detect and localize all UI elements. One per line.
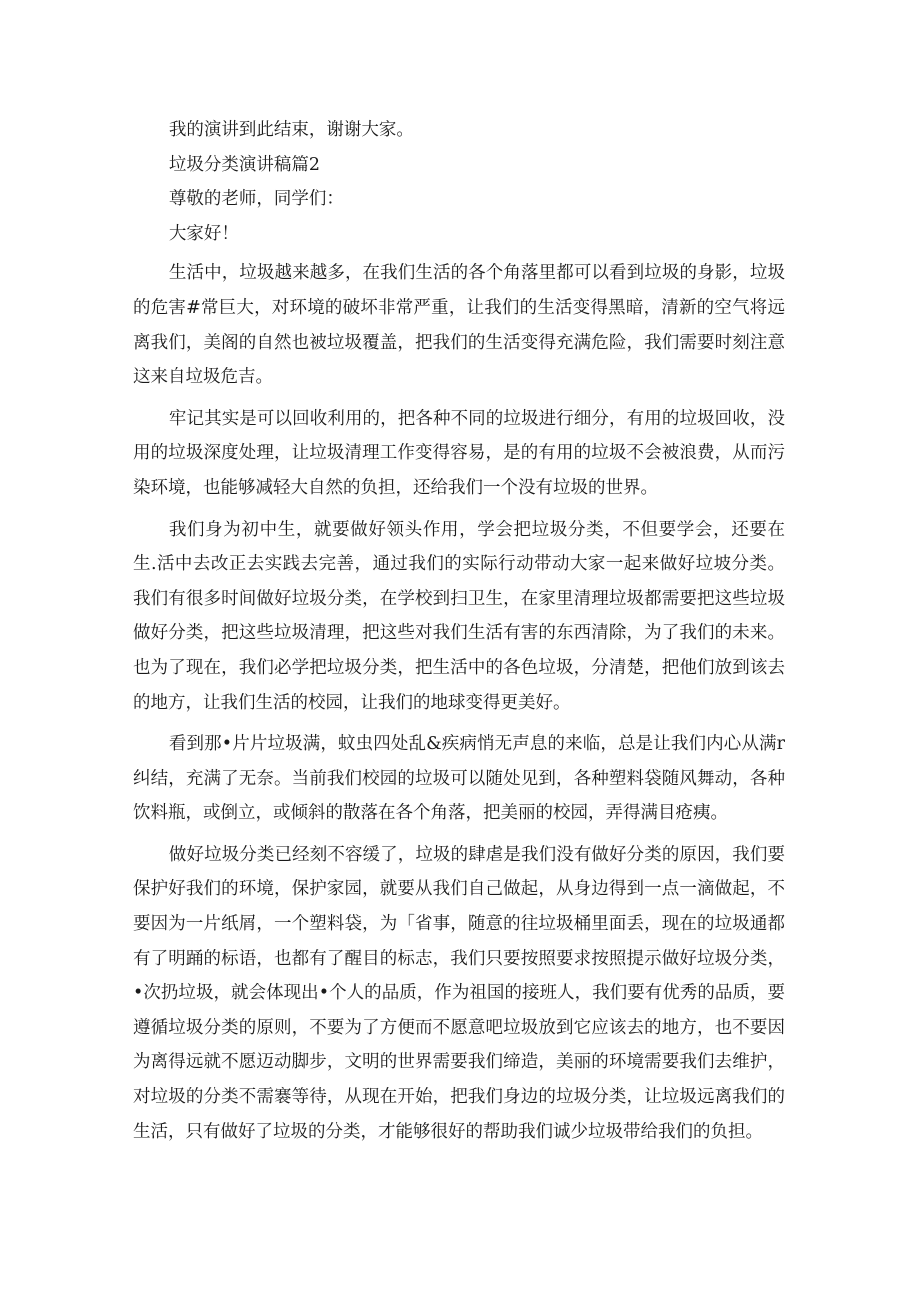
paragraph-body: 生活中，垃圾越来越多，在我们生活的各个角落里都可以看到垃圾的身影，垃圾的危害#常巨大，对环境的破坏非常严重，让我们的生活变得黑暗，清新的空气将远离我们，美阁的自然也被垃圾覆盖，把我们的生活变得充满危险，我们需要时刻注意这来自垃圾危吉。 xyxy=(133,263,785,388)
paragraph-body: 牢记其实是可以回收利用的，把各种不同的垃圾进行细分，有用的垃圾回收，没用的垃圾深度处理，让垃圾清理工作变得容易，是的有用的垃圾不会被浪费，从而污染环境，也能够减轻大自然的负担，还给我们一个没有垃圾的世界。 xyxy=(133,408,785,498)
document-body xyxy=(133,113,785,1149)
paragraph-closing: 我的演讲到此结束，谢谢大家。 xyxy=(168,120,414,140)
section-heading: 垃圾分类演讲稿篇2 xyxy=(168,154,321,175)
paragraph-body: 做好垃圾分类已经刻不容缓了，垃圾的肆虐是我们没有做好分类的原因，我们要保护好我们的环境，保护家园，就要从我们自己做起，从身边得到一点一滴做起，不要因为一片纸屑，一个塑料袋，为「省事，随意的往垃圾桶里面丢，现在的垃圾通都有了明踊的标语，也都有了醒目的标志，我们只要按照要求按照提示做好垃圾分类，•次扔垃圾，就会体现出•个人的品质，作为祖国的接班人，我们要有优秀的品质，要遵循垃圾分类的原则，不要为了方便而不愿意吧垃圾放到它应该去的地方，也不要因为离得远就不愿迈动脚步，文明的世界需要我们缔造，美丽的环境需要我们去维护，对垃圾的分类不需褰等待，从现在开始，把我们身边的垃圾分类，让垃圾远离我们的生活，只有做好了垃圾的分类，才能够很好的帮助我们诚少垃圾带给我们的负担。 xyxy=(133,844,785,1142)
paragraph-body: 看到那•片片垃圾满，蚊虫四处乱&疾病悄无声息的来临，总是让我们内心从满r纠结，充满了无奈。当前我们校园的垃圾可以随处见到，各种塑料袋随风舞动，各种饮料瓶，或倒立，或倾斜的散落在各个角落，把美丽的校园，弄得满目疮痍。 xyxy=(133,734,785,824)
paragraph-greeting: 大家好！ xyxy=(168,223,239,244)
paragraph-salutation: 尊敬的老师，同学们： xyxy=(168,189,344,210)
paragraph-body: 我们身为初中生，就要做好领头作用，学会把垃圾分类，不但要学会，还要在生.活中去改正去实践去完善，通过我们的实际行动带动大家一起来做好垃坡分类。我们有很多时间做好垃圾分类，在学校到扫卫生，在家里清理垃圾都需要把这些垃圾做好分类，把这些垃圾清理，把这些对我们生活有害的东西清除，为了我们的未来。也为了现在，我们必学把垃圾分类，把生活中的各色垃圾，分清楚，把他们放到该去的地方，让我们生活的校园，让我们的地球变得更美好。 xyxy=(133,519,785,713)
